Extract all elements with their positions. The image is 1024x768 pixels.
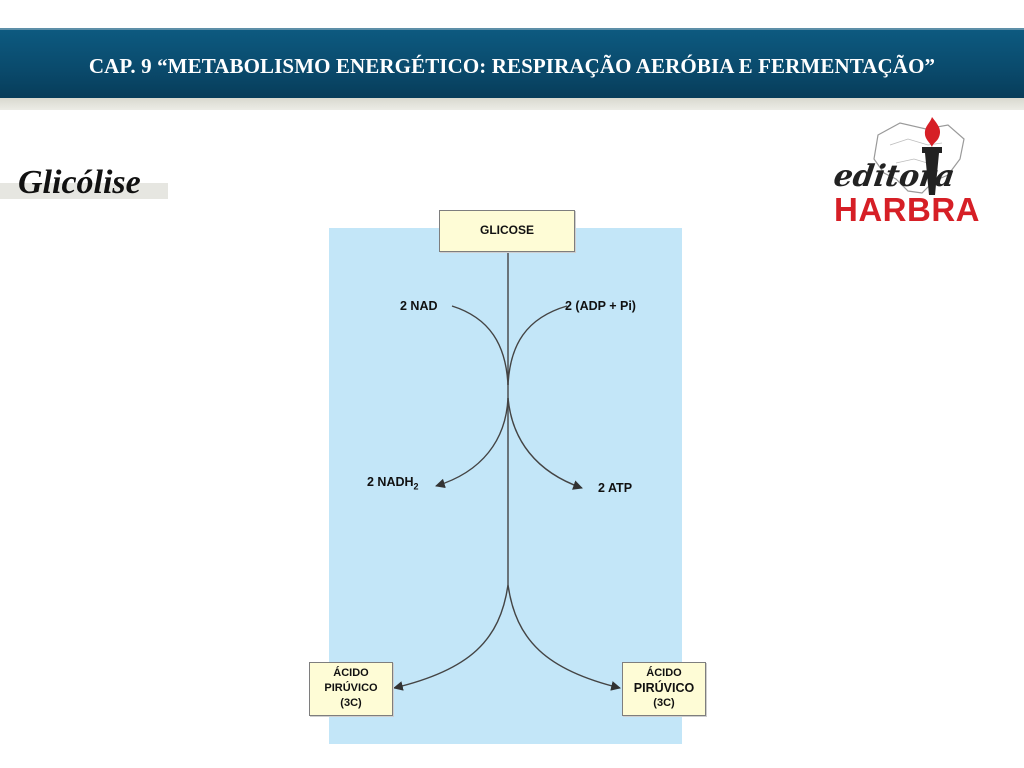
pyruvate-right-node [622,662,706,716]
atp-label: 2 ATP [598,481,633,495]
pyruvate-right-line1: ÁCIDO [646,667,682,679]
adp-pi-label: 2 (ADP + Pi) [565,299,636,313]
logo-wordmark: HARBRA [834,191,980,228]
pyruvate-right-line2: PIRÚVICO [633,681,695,695]
chapter-title: CAP. 9 “METABOLISMO ENERGÉTICO: RESPIRAÇÃO AERÓBIA E FERMENTAÇÃO” [88,54,936,78]
nad-label: 2 NAD [400,299,438,313]
nadh-label-subscript: 2 [413,481,419,492]
pyruvate-left-line1: ÁCIDO [333,667,369,679]
pyruvate-left-node [309,662,393,716]
nadh-label [367,475,419,492]
nadh-label-main: 2 NADH [367,475,414,489]
logo-script-text: editora [831,159,958,194]
pyruvate-right-line3: (3C) [653,697,675,709]
slide-title: Glicólise [18,164,141,201]
glucose-node: GLICOSE [439,210,575,252]
pyruvate-left-line3: (3C) [340,697,362,709]
pyruvate-left-line2: PIRÚVICO [324,682,378,694]
